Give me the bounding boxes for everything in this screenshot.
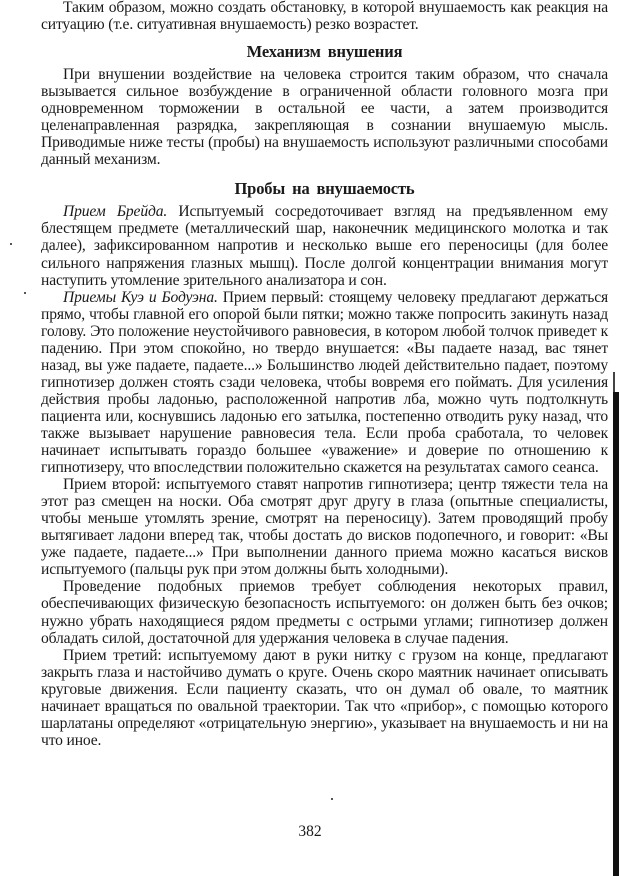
section-heading-mechanism: Механизм внушения <box>246 42 403 62</box>
scan-speck <box>331 798 333 800</box>
coue-baudouin-title: Приемы Куэ и Бодуэна. <box>63 288 218 306</box>
second-technique-text: Прием второй: испытуемого ставят напротив гипнотизера; центр тяжести тела на этот раз смещен на носки. Оба смотрят друг другу в глаза (опытные специалисты, чтобы меньше утомлять зрение, смотрят на переносицу). Затем проводящий пробу вытягивает ладони вперед так, чтобы достать до висков подопечного, и говорит: «Вы уже падаете, падаете...» При выполнении данного приема можно касаться висков испытуемого (пальцы рук при этом должны быть холодными). <box>41 476 608 579</box>
scan-speck <box>24 292 26 294</box>
mechanism-paragraph: При внушении воздействие на человека строится таким образом, что сначала вызывается сильное возбуждение в ограниченной области головного мозга при одновременном торможении в остальной ее части, а затем производится целенаправленная разрядка, закрепляющая в сознании внушаемую мысль. Приводимые ниже тесты (пробы) на внушаемость используют различными способами данный механизм. <box>41 66 608 169</box>
third-technique-paragraph <box>41 647 608 749</box>
coue-baudouin-paragraph <box>41 289 608 477</box>
safety-rules-paragraph <box>41 578 608 646</box>
intro-paragraph: Таким образом, можно создать обстановку, в которой внушаемость как реакция на ситуацию (т.е. ситуативная внушаемость) резко возрастет. <box>41 0 608 34</box>
braid-technique-paragraph <box>41 203 608 288</box>
coue-baudouin-text: Прием первый: стоящему человеку предлагают держаться прямо, чтобы главной его опорой были пятки; можно также попросить закинуть назад голову. Это положение неустойчивого равновесия, в котором любой толчок приведет к падению. При этом спокойно, но твердо внушается: «Вы падаете назад, вас тянет назад, вы уже падаете, падаете...» Большинство людей действительно падает, поэтому гипнотизер должен стоять сзади человека, чтобы вовремя его поймать. Для усиления действия пробы ладонью, расположенной напротив лба, можно чуть подтолкнуть пациента или, коснувшись ладонью его затылка, постепенно отводить руку назад, что также вызывает нарушение равновесия тела. Если проба сработала, то человек начинает испытывать гораздо большее «уважение» и доверие по отношению к гипнотизеру, что впоследствии положительно скажется на результатах самого сеанса. <box>41 288 608 477</box>
second-technique-paragraph <box>41 476 608 578</box>
braid-technique-title: Прием Брейда. <box>63 203 168 221</box>
section-heading-probes: Пробы на внушаемость <box>234 179 415 199</box>
braid-technique-text: Испытуемый сосредоточивает взгляд на предъявленном ему блестящем предмете (металлический шар, наконечник медицинского молотка и так далее), зафиксированном напротив и несколько выше его переносицы (для более сильного напряжения глазных мышц). После долгой концентрации внимания могут наступить утомление зрительного анализатора и сон. <box>41 203 608 289</box>
scan-speck <box>10 243 12 245</box>
third-technique-text: Прием третий: испытуемому дают в руки нитку с грузом на конце, предлагают закрыть глаза и настойчиво думать о круге. Очень скоро маятник начинает описывать круговые движения. Если пациенту сказать, что он думал об овале, то маятник начинает вращаться по овальной траектории. Так что «прибор», с помощью которого шарлатаны определяют «отрицательную энергию», указывает на внушаемость и ни на что иное. <box>41 646 608 749</box>
page-number: 382 <box>298 823 322 840</box>
document-page <box>41 0 608 749</box>
safety-rules-text: Проведение подобных приемов требует соблюдения некоторых правил, обеспечивающих физическую безопасность испытуемого: он должен быть без очков; нужно убрать находящиеся рядом предметы с острыми углами; гипнотизер должен обладать силой, достаточной для удержания человека в случае падения. <box>41 578 608 647</box>
scan-edge-shadow <box>613 372 615 394</box>
scan-edge-shadow <box>613 392 619 876</box>
